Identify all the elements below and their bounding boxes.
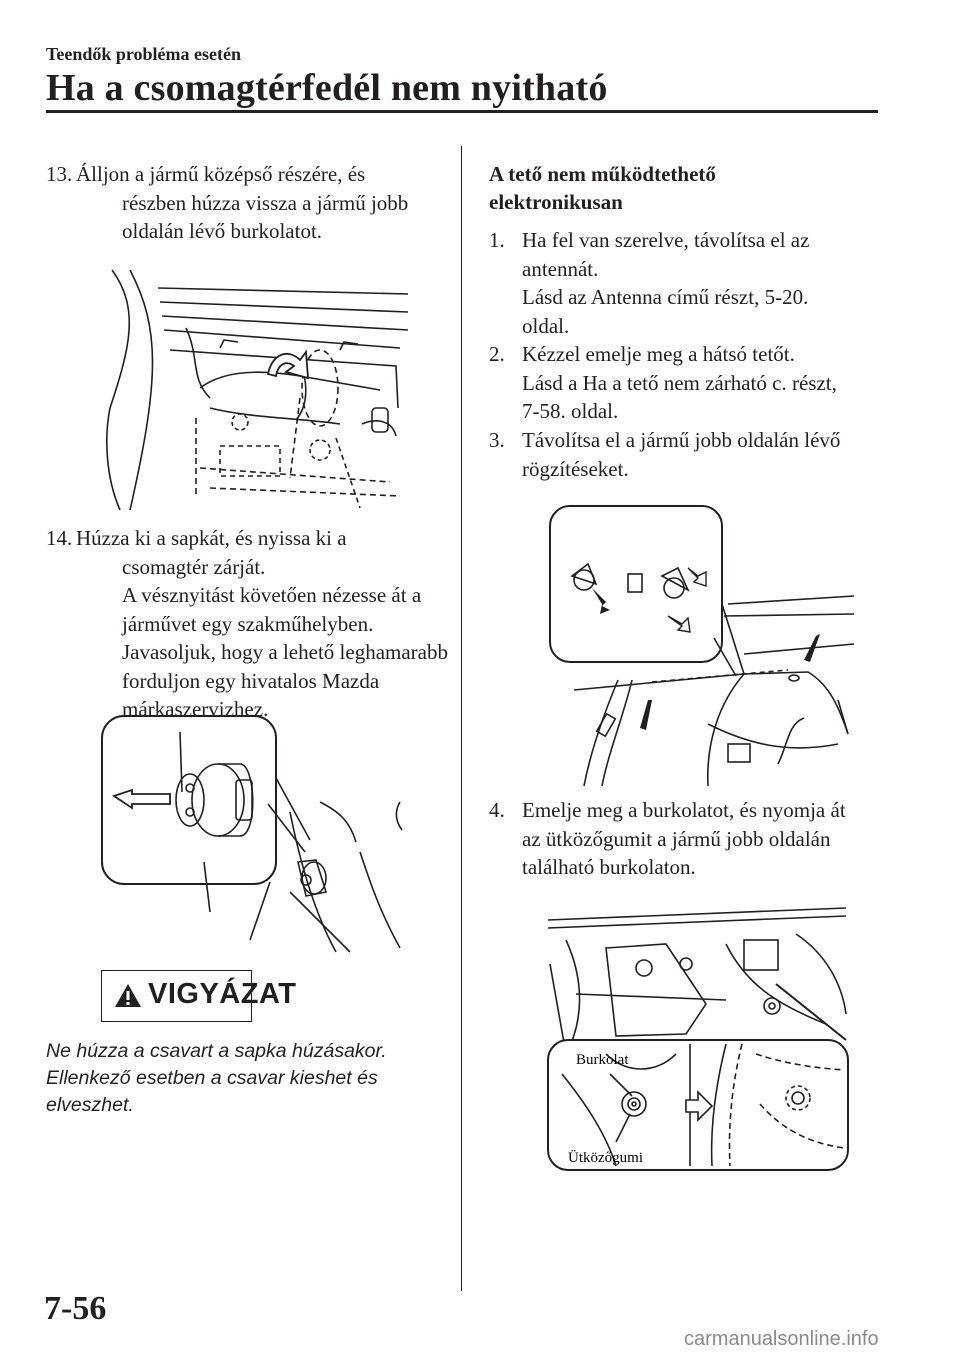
page-number: 7-56 [44, 1290, 107, 1327]
step-text-line: Emelje meg a burkolatot, és nyomja át [522, 798, 846, 822]
illustration-remove-fasteners [548, 504, 858, 786]
step-number: 14. [46, 526, 73, 550]
step-text-line: Húzza ki a sapkát, és nyissa ki a [76, 526, 347, 550]
illustration-cover-bumper [546, 904, 854, 1174]
step-text-line: járművet egy szakműhelyben. [122, 611, 374, 636]
step-14 [46, 524, 446, 724]
step-text-line: Ha fel van szerelve, távolítsa el az [522, 228, 810, 252]
step-text-line: Kézzel emelje meg a hátsó tetőt. [522, 342, 795, 366]
illustration-pull-cap [100, 712, 420, 952]
step-text-line: forduljon egy hivatalos Mazda [122, 668, 380, 693]
step-number: 4. [489, 798, 505, 822]
step-text-line: csomagtér zárját. [122, 554, 266, 579]
section-title: Teendők probléma esetén [46, 44, 242, 64]
step-number: 3. [489, 428, 505, 452]
step-number: 2. [489, 342, 505, 366]
heading-line: elektronikusan [489, 190, 623, 214]
illustration-trunk-cover [100, 268, 408, 512]
heading-line: A tető nem működtethető [489, 162, 716, 186]
label-cover: Burkolat [576, 1052, 629, 1068]
step-text-line: az ütközőgumit a jármű jobb oldalán [522, 826, 831, 851]
step-text-line: márkaszervizhez. [122, 697, 269, 721]
step-text-line: Távolítsa el a jármű jobb oldalán lévő [522, 428, 841, 452]
step-text-line: részben húzza vissza a jármű jobb [122, 190, 409, 215]
caution-text-line: Ellenkező esetben a csavar kieshet és [46, 1067, 378, 1089]
step-text-line: Álljon a jármű középső részére, és [76, 162, 366, 186]
warning-triangle-icon [114, 983, 142, 1008]
caution-text-line: elveszhet. [46, 1094, 134, 1116]
step-number: 13. [46, 162, 73, 186]
step-text-line: 7-58. oldal. [522, 399, 619, 423]
label-bumper: Ütközőgumi [568, 1150, 643, 1166]
caution-text [46, 1038, 387, 1119]
page-title: Ha a csomagtérfedél nem nyitható [46, 67, 608, 109]
caution-label: VIGYÁZAT [148, 978, 297, 1010]
right-heading [489, 160, 716, 216]
watermark[interactable]: carmanualsonline.info [684, 1328, 879, 1350]
step-text-line: A vésznyitást követően nézesse át a [122, 583, 422, 607]
step-text-line: oldalán lévő burkolatot. [122, 219, 323, 243]
step-text-line: Javasoljuk, hogy a lehető leghamarabb [122, 640, 448, 664]
column-divider [461, 146, 462, 1291]
step-text-line: található burkolaton. [522, 855, 696, 879]
caution-text-line: Ne húzza a csavart a sapka húzásakor. [46, 1040, 387, 1062]
step-text-line: rögzítéseket. [522, 456, 629, 481]
step-text-line: antennát. [522, 256, 599, 281]
step-number: 1. [489, 228, 505, 252]
step-13 [46, 160, 446, 250]
step-text-line: Lásd az Antenna című részt, 5-20. [522, 285, 809, 309]
header-rule [46, 110, 878, 113]
step-text-line: Lásd a Ha a tető nem zárható c. részt, [522, 370, 837, 395]
step-text-line: oldal. [522, 313, 570, 338]
